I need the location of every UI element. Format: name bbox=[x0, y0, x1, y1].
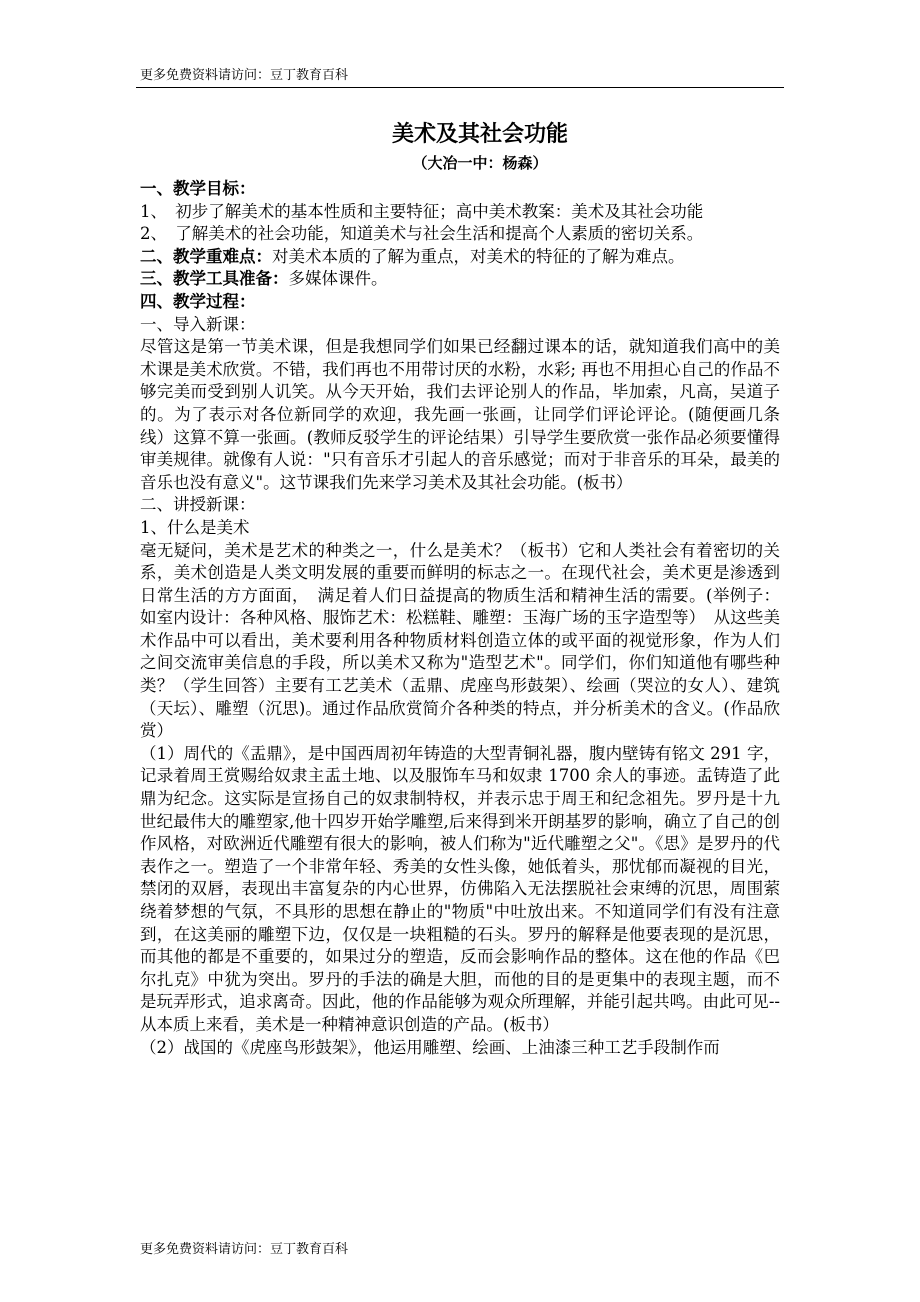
paragraph-yu-ding: （1）周代的《盂鼎》，是中国西周初年铸造的大型青铜礼器，腹内壁铸有铭文 291 字，记录着周王赏赐给奴隶主盂土地、以及服饰车马和奴隶 1700 余人的事迹。盂铸造了此鼎为纪念。这实际是宣扬自己的奴隶制特权，并表示忠于周王和纪念祖先。罗丹是十九世纪最伟大的雕塑家,他十四岁开始学雕塑,后来得到米开朗基罗的影响，确立了自己的创作风格，对欧洲近代雕塑有很大的影响，被人们称为"近代雕塑之父"。《思》是罗丹的代表作之一。塑造了一个非常年轻、秀美的女性头像，她低着头，那忧郁而凝视的目光，禁闭的双唇，表现出丰富复杂的内心世界，仿佛陷入无法摆脱社会束缚的沉思，周围萦绕着梦想的气氛，不具形的思想在静止的"物质"中吐放出来。不知道同学们有没有注意到，在这美丽的雕塑下边，仅仅是一块粗糙的石头。罗丹的解释是他要表现的是沉思，而其他的都是不重要的，如果过分的塑造，反而会影响作品的整体。这在他的作品《巴尔扎克》中犹为突出。罗丹的手法的确是大胆，而他的目的是更集中的表现主题，而不是玩弄形式，追求离奇。因此，他的作品能够为观众所理解，并能引起共鸣。由此可见--从本质上来看，美术是一种精神意识创造的产品。(板书） bbox=[140, 743, 780, 1034]
objective-item-1: 1、 初步了解美术的基本性质和主要特征；高中美术教案：美术及其社会功能 bbox=[140, 201, 704, 221]
subsection-introduction: 一、导入新课： bbox=[140, 314, 256, 334]
tools-text: 多媒体课件。 bbox=[288, 269, 388, 289]
section-key-points bbox=[140, 246, 780, 269]
paragraph-introduction: 尽管这是第一节美术课，但是我想同学们如果已经翻过课本的话，就知道我们高中的美术课是美术欣赏。不错，我们再也不用带讨厌的水粉，水彩; 再也不用担心自己的作品不够完美而受到别人讥笑。从今天开始，我们去评论别人的作品，毕加索，凡高，吴道子的。为了表示对各位新同学的欢迎，我先画一张画，让同学们评论评论。(随便画几条线）这算不算一张画。(教师反驳学生的评论结果）引导学生要欣赏一张作品必须要懂得审美规律。就像有人说："只有音乐才引起人的音乐感觉；而对于非音乐的耳朵，最美的音乐也没有意义"。这节课我们先来学习美术及其社会功能。(板书） bbox=[140, 337, 780, 492]
document-body bbox=[140, 118, 780, 1059]
document-author: （大冶一中：杨森） bbox=[412, 154, 548, 172]
paragraph-what-is-art: 毫无疑问，美术是艺术的种类之一，什么是美术？（板书）它和人类社会有着密切的关系，美术创造是人类文明发展的重要而鲜明的标志之一。在现代社会，美术更是渗透到日常生活的方方面面， 满足着人们日益提高的物质生活和精神生活的需要。(举例子：如室内设计：各种风格、服饰艺术：松糕鞋、雕塑：玉海广场的玉字造型等） 从这些美术作品中可以看出，美术要利用各种物质材料创造立体的或平面的视觉形象，作为人们之间交流审美信息的手段，所以美术又称为"造型艺术"。同学们，你们知道他有哪些种类？（学生回答）主要有工艺美术（盂鼎、虎座鸟形鼓架）、绘画（哭泣的女人）、建筑（天坛）、雕塑（沉思)。通过作品欣赏简介各种类的特点，并分析美术的含义。(作品欣赏） bbox=[140, 540, 780, 741]
section-heading-process: 四、教学过程： bbox=[140, 291, 256, 311]
section-heading-objectives: 一、教学目标： bbox=[140, 179, 256, 198]
subsection-what-is-art: 1、什么是美术 bbox=[140, 517, 250, 537]
header-divider bbox=[136, 87, 784, 88]
page-header: 更多免费资料请访问：豆丁教育百科 bbox=[140, 68, 349, 83]
subsection-new-lesson: 二、讲授新课： bbox=[140, 495, 256, 515]
paragraph-drum-stand: （2）战国的《虎座鸟形鼓架》，他运用雕塑、绘画、上油漆三种工艺手段制作而 bbox=[140, 1037, 720, 1057]
objective-item-2: 2、 了解美术的社会功能，知道美术与社会生活和提高个人素质的密切关系。 bbox=[140, 224, 704, 244]
section-tools bbox=[140, 268, 780, 291]
section-heading-key-points: 二、教学重难点： bbox=[140, 246, 272, 266]
document-title: 美术及其社会功能 bbox=[391, 121, 568, 147]
section-heading-tools: 三、教学工具准备： bbox=[140, 269, 289, 289]
key-points-text: 对美术本质的了解为重点，对美术的特征的了解为难点。 bbox=[272, 246, 685, 266]
page-footer: 更多免费资料请访问：豆丁教育百科 bbox=[140, 1242, 349, 1257]
